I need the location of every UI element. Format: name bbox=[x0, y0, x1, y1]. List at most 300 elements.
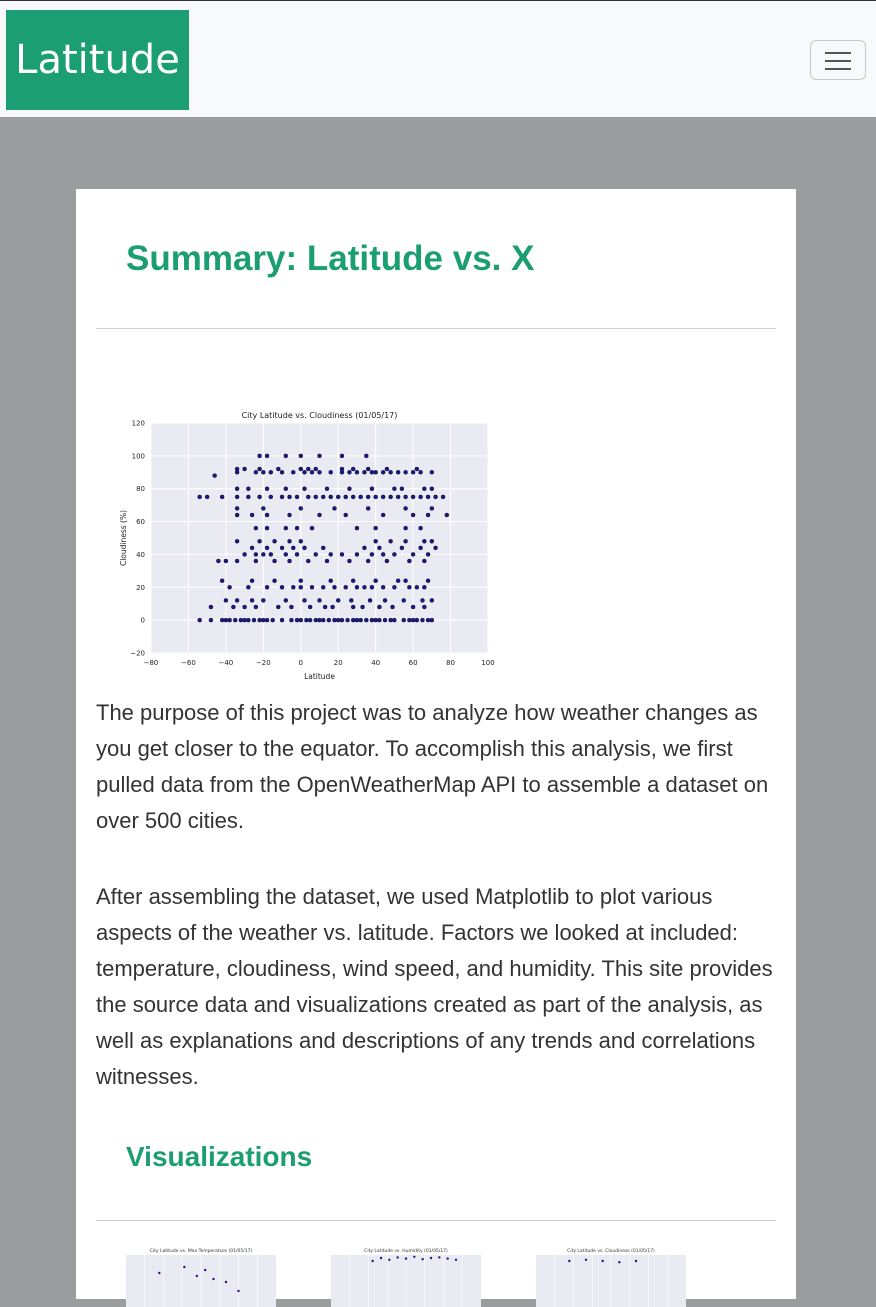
intro-paragraph: The purpose of this project was to analyze how weather changes as you get closer to the equator. To accomplish this analysis, we first pulled data from the OpenWeatherMap API to assemble a dataset on over 500 cities. bbox=[96, 700, 769, 833]
data-point bbox=[265, 546, 269, 550]
data-point bbox=[318, 470, 322, 474]
data-point bbox=[269, 552, 273, 556]
humidity-thumbnail[interactable] bbox=[311, 1247, 481, 1307]
data-point bbox=[196, 1275, 198, 1277]
data-point bbox=[258, 495, 262, 499]
data-point bbox=[225, 1281, 227, 1283]
data-point bbox=[284, 552, 288, 556]
data-point bbox=[321, 585, 325, 589]
data-point bbox=[252, 618, 256, 622]
data-point bbox=[295, 552, 299, 556]
data-point bbox=[389, 539, 393, 543]
data-point bbox=[327, 618, 331, 622]
data-point bbox=[407, 585, 411, 589]
data-point bbox=[366, 559, 370, 563]
data-point bbox=[344, 513, 348, 517]
data-point bbox=[364, 454, 368, 458]
data-point bbox=[325, 559, 329, 563]
data-point bbox=[250, 598, 254, 602]
data-point bbox=[340, 552, 344, 556]
data-point bbox=[370, 470, 374, 474]
data-point bbox=[273, 539, 277, 543]
x-tick-label: 100 bbox=[481, 659, 495, 667]
x-tick-label: 80 bbox=[446, 659, 456, 667]
data-point bbox=[321, 546, 325, 550]
data-point bbox=[224, 598, 228, 602]
data-point bbox=[299, 454, 303, 458]
data-point bbox=[438, 1256, 440, 1258]
data-point bbox=[198, 495, 202, 499]
x-tick-label: 60 bbox=[408, 659, 418, 667]
data-point bbox=[389, 470, 393, 474]
data-point bbox=[299, 585, 303, 589]
data-point bbox=[344, 585, 348, 589]
data-point bbox=[370, 585, 374, 589]
data-point bbox=[377, 546, 381, 550]
data-point bbox=[413, 1256, 415, 1258]
data-point bbox=[318, 598, 322, 602]
data-point bbox=[183, 1266, 185, 1268]
data-point bbox=[228, 585, 232, 589]
data-point bbox=[269, 495, 273, 499]
data-point bbox=[392, 618, 396, 622]
data-point bbox=[224, 618, 228, 622]
data-point bbox=[430, 470, 434, 474]
y-tick-label: 100 bbox=[131, 452, 145, 461]
data-point bbox=[385, 559, 389, 563]
data-point bbox=[220, 618, 224, 622]
data-point bbox=[299, 618, 303, 622]
y-tick-label: 80 bbox=[136, 485, 145, 494]
data-point bbox=[355, 585, 359, 589]
data-point bbox=[265, 585, 269, 589]
data-point bbox=[446, 1257, 448, 1259]
data-point bbox=[430, 506, 434, 510]
data-point bbox=[276, 605, 280, 609]
y-tick-label: 20 bbox=[136, 583, 145, 592]
x-tick-label: 0 bbox=[298, 659, 304, 667]
data-point bbox=[368, 598, 372, 602]
data-point bbox=[246, 618, 250, 622]
data-point bbox=[349, 598, 353, 602]
data-point bbox=[235, 506, 239, 510]
data-point bbox=[351, 467, 355, 471]
data-point bbox=[351, 605, 355, 609]
data-point bbox=[389, 618, 393, 622]
thumbnail-title: City Latitude vs. Max Temperature (01/05/17) bbox=[149, 1249, 253, 1254]
data-point bbox=[411, 495, 415, 499]
data-point bbox=[364, 618, 368, 622]
data-point bbox=[392, 487, 396, 491]
data-point bbox=[303, 470, 307, 474]
data-point bbox=[204, 1269, 206, 1271]
data-point bbox=[250, 546, 254, 550]
chart-title: City Latitude vs. Cloudiness (01/05/17) bbox=[241, 411, 398, 420]
data-point bbox=[273, 559, 277, 563]
data-point bbox=[445, 513, 449, 517]
data-point bbox=[392, 585, 396, 589]
data-point bbox=[254, 559, 258, 563]
data-point bbox=[374, 526, 378, 530]
data-point bbox=[388, 1259, 390, 1261]
data-point bbox=[295, 526, 299, 530]
data-point bbox=[254, 470, 258, 474]
data-point bbox=[280, 470, 284, 474]
data-point bbox=[381, 513, 385, 517]
data-point bbox=[288, 539, 292, 543]
x-tick-label: −20 bbox=[255, 659, 271, 667]
data-point bbox=[426, 579, 430, 583]
data-point bbox=[243, 467, 247, 471]
data-point bbox=[422, 559, 426, 563]
data-point bbox=[415, 585, 419, 589]
data-point bbox=[396, 1256, 398, 1258]
data-point bbox=[265, 487, 269, 491]
data-point bbox=[347, 559, 351, 563]
data-point bbox=[426, 495, 430, 499]
data-point bbox=[243, 552, 247, 556]
data-point bbox=[235, 467, 239, 471]
data-point bbox=[310, 585, 314, 589]
data-point bbox=[366, 467, 370, 471]
navbar bbox=[0, 0, 876, 117]
data-point bbox=[411, 470, 415, 474]
data-point bbox=[351, 579, 355, 583]
cloudiness-thumbnail[interactable] bbox=[516, 1247, 686, 1307]
data-point bbox=[213, 474, 217, 478]
data-point bbox=[276, 467, 280, 471]
data-point bbox=[635, 1260, 637, 1262]
data-point bbox=[321, 618, 325, 622]
data-point bbox=[304, 618, 308, 622]
data-point bbox=[374, 539, 378, 543]
data-point bbox=[430, 539, 434, 543]
data-point bbox=[212, 1278, 214, 1280]
data-point bbox=[198, 618, 202, 622]
data-point bbox=[261, 506, 265, 510]
data-point bbox=[299, 539, 303, 543]
data-point bbox=[340, 618, 344, 622]
x-axis-label: Latitude bbox=[304, 672, 335, 681]
data-point bbox=[419, 526, 423, 530]
data-point bbox=[404, 495, 408, 499]
data-point bbox=[359, 618, 363, 622]
data-point bbox=[306, 495, 310, 499]
data-point bbox=[355, 526, 359, 530]
data-point bbox=[271, 618, 275, 622]
y-tick-label: 120 bbox=[131, 419, 145, 428]
data-point bbox=[415, 467, 419, 471]
data-point bbox=[314, 467, 318, 471]
data-point bbox=[314, 495, 318, 499]
data-point bbox=[381, 585, 385, 589]
data-point bbox=[303, 546, 307, 550]
visualizations-heading: Visualizations bbox=[126, 1141, 313, 1172]
data-point bbox=[250, 513, 254, 517]
data-point bbox=[381, 495, 385, 499]
data-point bbox=[269, 470, 273, 474]
data-point bbox=[310, 526, 314, 530]
data-point bbox=[344, 495, 348, 499]
data-point bbox=[430, 618, 434, 622]
cloudiness-scatter-chart bbox=[116, 407, 496, 684]
data-point bbox=[361, 605, 365, 609]
data-point bbox=[381, 552, 385, 556]
data-point bbox=[331, 605, 335, 609]
data-point bbox=[280, 495, 284, 499]
data-point bbox=[299, 467, 303, 471]
data-point bbox=[280, 585, 284, 589]
data-point bbox=[455, 1259, 457, 1261]
data-point bbox=[355, 470, 359, 474]
data-point bbox=[377, 618, 381, 622]
x-tick-label: 40 bbox=[371, 659, 381, 667]
x-tick-label: −60 bbox=[181, 659, 196, 667]
data-point bbox=[332, 618, 336, 622]
data-point bbox=[258, 539, 262, 543]
data-point bbox=[299, 506, 303, 510]
data-point bbox=[329, 552, 333, 556]
data-point bbox=[426, 618, 430, 622]
data-point bbox=[265, 513, 269, 517]
data-point bbox=[336, 598, 340, 602]
data-point bbox=[346, 618, 350, 622]
hamburger-icon bbox=[825, 68, 851, 70]
data-point bbox=[370, 618, 374, 622]
data-point bbox=[265, 454, 269, 458]
hamburger-icon bbox=[825, 52, 851, 54]
data-point bbox=[585, 1259, 587, 1261]
data-point bbox=[306, 467, 310, 471]
data-point bbox=[411, 513, 415, 517]
y-tick-label: 60 bbox=[136, 518, 145, 527]
content-card bbox=[76, 189, 796, 1299]
data-point bbox=[314, 552, 318, 556]
data-point bbox=[411, 552, 415, 556]
page-title: Summary: Latitude vs. X bbox=[126, 239, 535, 278]
data-point bbox=[246, 585, 250, 589]
data-point bbox=[351, 495, 355, 499]
data-point bbox=[366, 495, 370, 499]
data-point bbox=[288, 513, 292, 517]
data-point bbox=[280, 546, 284, 550]
data-point bbox=[430, 1257, 432, 1259]
data-point bbox=[220, 579, 224, 583]
data-point bbox=[284, 454, 288, 458]
data-point bbox=[289, 605, 293, 609]
data-point bbox=[254, 526, 258, 530]
data-point bbox=[336, 618, 340, 622]
data-point bbox=[362, 546, 366, 550]
data-point bbox=[340, 454, 344, 458]
data-point bbox=[254, 605, 258, 609]
data-point bbox=[303, 598, 307, 602]
data-point bbox=[325, 487, 329, 491]
x-tick-label: 20 bbox=[333, 659, 343, 667]
data-point bbox=[261, 470, 265, 474]
data-point bbox=[318, 513, 322, 517]
data-point bbox=[411, 618, 415, 622]
data-point bbox=[422, 487, 426, 491]
data-point bbox=[404, 470, 408, 474]
data-point bbox=[400, 487, 404, 491]
data-point bbox=[235, 598, 239, 602]
y-tick-label: 0 bbox=[140, 616, 145, 625]
data-point bbox=[329, 470, 333, 474]
data-point bbox=[404, 539, 408, 543]
data-point bbox=[400, 546, 404, 550]
data-point bbox=[359, 495, 363, 499]
data-point bbox=[231, 605, 235, 609]
data-point bbox=[370, 552, 374, 556]
data-point bbox=[295, 618, 299, 622]
data-point bbox=[250, 579, 254, 583]
data-point bbox=[310, 470, 314, 474]
data-point bbox=[233, 618, 237, 622]
data-point bbox=[347, 470, 351, 474]
data-point bbox=[280, 618, 284, 622]
data-point bbox=[205, 495, 209, 499]
data-point bbox=[246, 487, 250, 491]
data-point bbox=[374, 495, 378, 499]
data-point bbox=[377, 605, 381, 609]
data-point bbox=[261, 618, 265, 622]
data-point bbox=[402, 618, 406, 622]
data-point bbox=[284, 598, 288, 602]
data-point bbox=[355, 552, 359, 556]
data-point bbox=[392, 552, 396, 556]
data-point bbox=[391, 605, 395, 609]
data-point bbox=[383, 618, 387, 622]
data-point bbox=[158, 1272, 160, 1274]
x-tick-label: −80 bbox=[143, 659, 159, 667]
data-point bbox=[434, 546, 438, 550]
data-point bbox=[329, 495, 333, 499]
data-point bbox=[618, 1261, 620, 1263]
data-point bbox=[351, 618, 355, 622]
data-point bbox=[374, 579, 378, 583]
data-point bbox=[407, 559, 411, 563]
data-point bbox=[355, 618, 359, 622]
data-point bbox=[288, 559, 292, 563]
thumbnail-title: City Latitude vs. Humidity (01/05/17) bbox=[364, 1249, 448, 1254]
data-point bbox=[246, 495, 250, 499]
data-point bbox=[235, 495, 239, 499]
data-point bbox=[415, 618, 419, 622]
data-point bbox=[340, 467, 344, 471]
y-tick-label: −20 bbox=[130, 649, 145, 658]
data-point bbox=[243, 605, 247, 609]
data-point bbox=[362, 470, 366, 474]
data-point bbox=[258, 454, 262, 458]
data-point bbox=[261, 552, 265, 556]
data-point bbox=[291, 546, 295, 550]
data-point bbox=[568, 1260, 570, 1262]
data-point bbox=[404, 526, 408, 530]
data-point bbox=[318, 618, 322, 622]
data-point bbox=[332, 506, 336, 510]
data-point bbox=[303, 487, 307, 491]
data-point bbox=[383, 598, 387, 602]
data-point bbox=[374, 618, 378, 622]
data-point bbox=[235, 513, 239, 517]
data-point bbox=[329, 579, 333, 583]
data-point bbox=[404, 506, 408, 510]
divider bbox=[96, 328, 776, 329]
data-point bbox=[370, 487, 374, 491]
data-point bbox=[220, 495, 224, 499]
hamburger-icon bbox=[825, 60, 851, 62]
data-point bbox=[209, 618, 213, 622]
data-point bbox=[380, 1257, 382, 1259]
data-point bbox=[265, 526, 269, 530]
data-point bbox=[291, 585, 295, 589]
data-point bbox=[422, 605, 426, 609]
data-point bbox=[407, 618, 411, 622]
data-point bbox=[332, 585, 336, 589]
data-point bbox=[366, 506, 370, 510]
navbar-toggle-button[interactable] bbox=[810, 40, 866, 80]
divider bbox=[96, 1220, 776, 1221]
data-point bbox=[420, 598, 424, 602]
data-point bbox=[405, 1257, 407, 1259]
data-point bbox=[430, 598, 434, 602]
data-point bbox=[258, 467, 262, 471]
data-point bbox=[235, 559, 239, 563]
data-point bbox=[434, 495, 438, 499]
data-point bbox=[314, 618, 318, 622]
data-point bbox=[291, 470, 295, 474]
data-point bbox=[318, 454, 322, 458]
y-axis-label: Cloudiness (%) bbox=[119, 509, 128, 567]
data-point bbox=[299, 579, 303, 583]
data-point bbox=[306, 559, 310, 563]
data-point bbox=[371, 1260, 373, 1262]
data-point bbox=[224, 559, 228, 563]
brand-link[interactable]: Latitude bbox=[6, 10, 189, 110]
data-point bbox=[411, 605, 415, 609]
data-point bbox=[385, 467, 389, 471]
data-point bbox=[243, 618, 247, 622]
data-point bbox=[265, 618, 269, 622]
data-point bbox=[288, 495, 292, 499]
data-point bbox=[601, 1260, 603, 1262]
data-point bbox=[420, 618, 424, 622]
data-point bbox=[254, 552, 258, 556]
data-point bbox=[419, 495, 423, 499]
data-point bbox=[209, 605, 213, 609]
data-point bbox=[284, 487, 288, 491]
data-point bbox=[295, 495, 299, 499]
data-point bbox=[216, 559, 220, 563]
max-temperature-thumbnail[interactable] bbox=[106, 1247, 276, 1307]
data-point bbox=[421, 1258, 423, 1260]
data-point bbox=[308, 605, 312, 609]
analysis-paragraph: After assembling the dataset, we used Matplotlib to plot various aspects of the weather vs. latitude. Factors we looked at included: temperature, cloudiness, wind speed, and humidity. This site provides the source data and visualizations created as part of the analysis, as well as explanations and descriptions of any trends and correlations witnesses. bbox=[96, 884, 773, 1089]
data-point bbox=[396, 495, 400, 499]
data-point bbox=[321, 495, 325, 499]
data-point bbox=[419, 546, 423, 550]
data-point bbox=[430, 487, 434, 491]
data-point bbox=[374, 470, 378, 474]
y-tick-label: 40 bbox=[136, 550, 145, 559]
data-point bbox=[228, 618, 232, 622]
data-point bbox=[289, 618, 293, 622]
data-point bbox=[426, 552, 430, 556]
thumbnail-title: City Latitude vs. Cloudiness (01/05/17) bbox=[567, 1249, 655, 1254]
data-point bbox=[258, 618, 262, 622]
data-point bbox=[239, 618, 243, 622]
